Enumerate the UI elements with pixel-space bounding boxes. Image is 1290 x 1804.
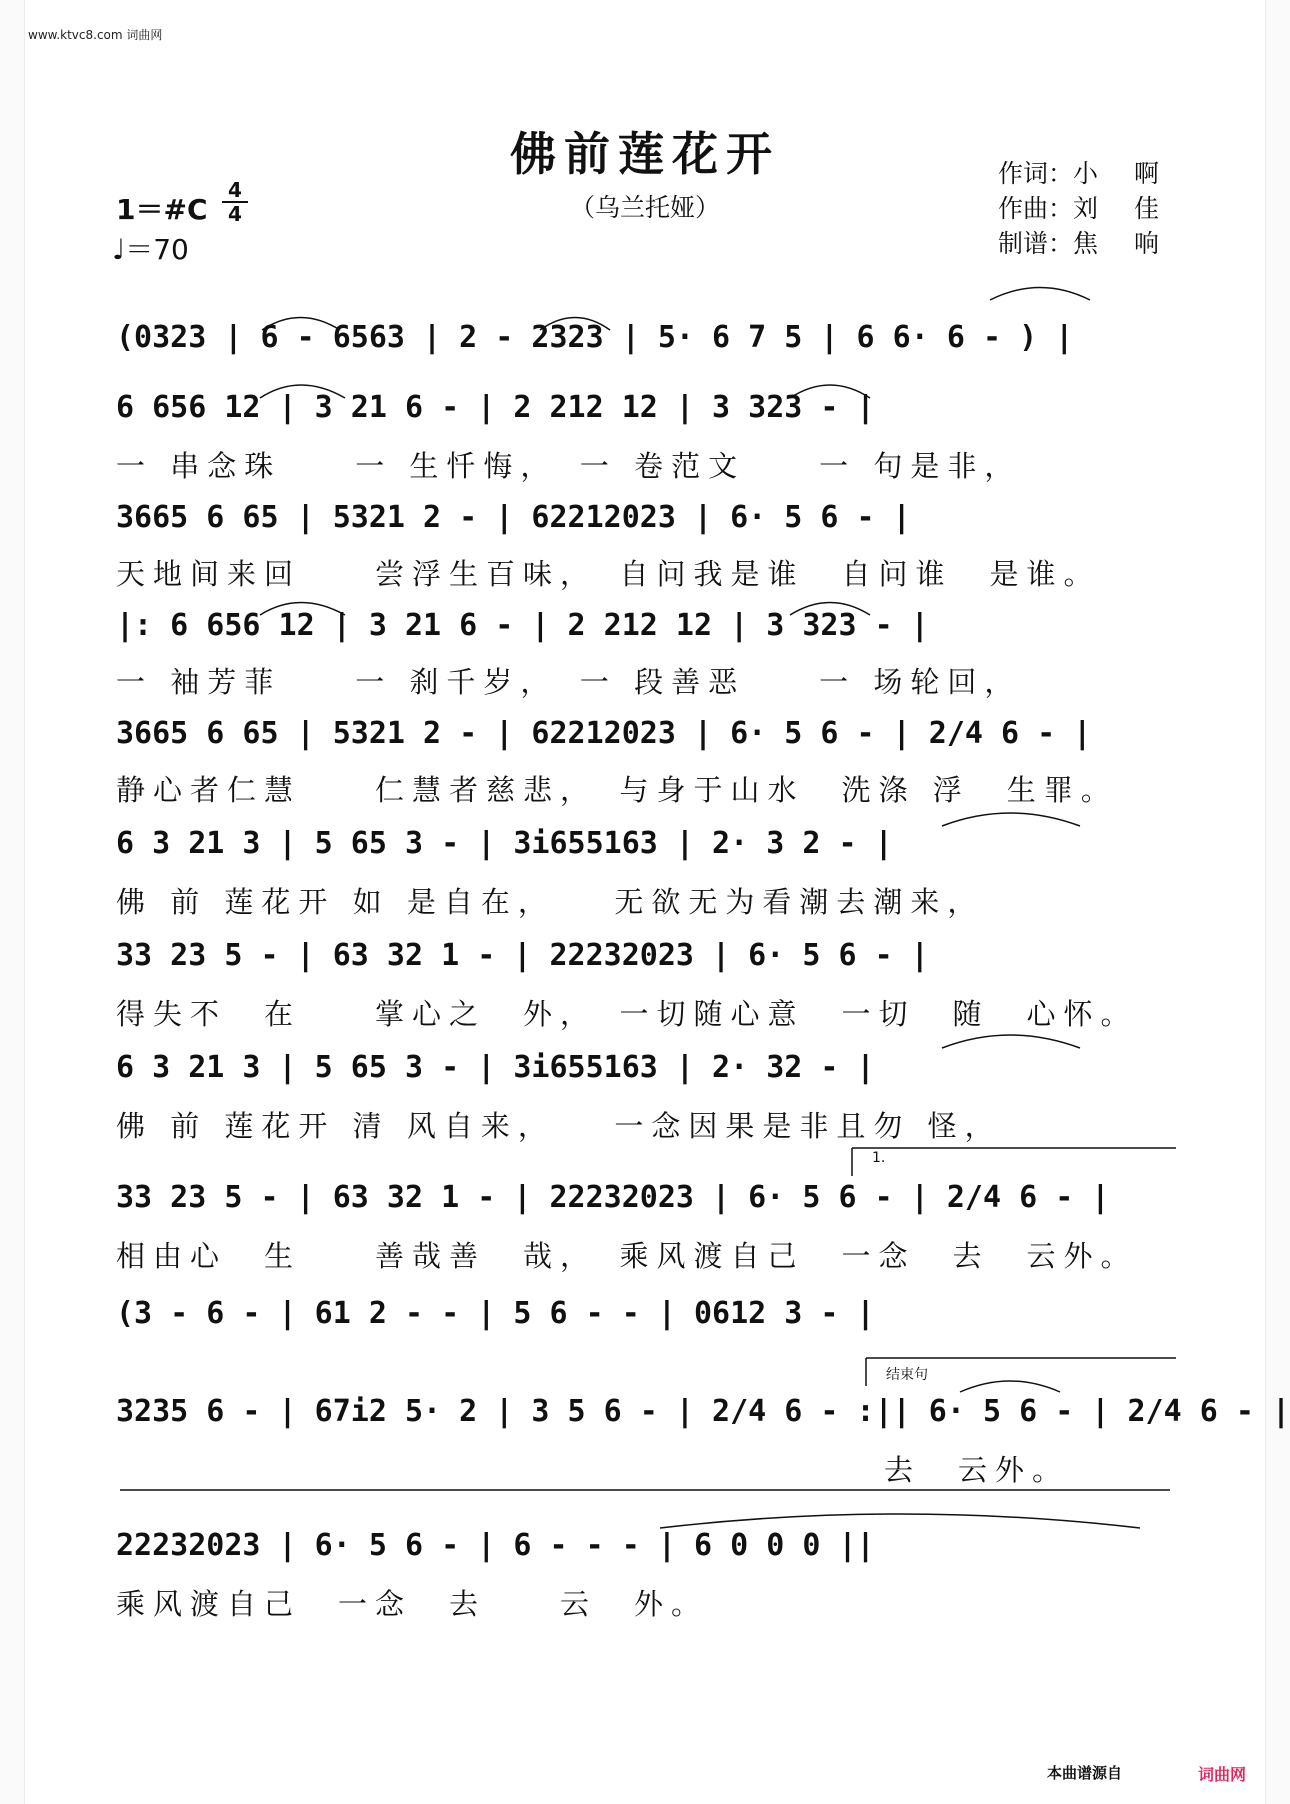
slur [660, 1514, 1140, 1528]
slur [790, 603, 870, 616]
slur [942, 1035, 1080, 1048]
score-line-11: 3235 6 - | 67i2 5· 2 | 3 5 6 - | 2/4 6 - :|| 6· 5 6 - | 2/4 6 - | [116, 1394, 1290, 1429]
score-line-7: 33 23 5 - | 63 32 1 - | 22232023 | 6· 5 6 - | [116, 938, 929, 973]
slur [790, 385, 870, 398]
slur [260, 385, 345, 398]
lyric-line-3: 天地间来回 尝浮生百味， 自问我是谁 自问谁 是谁。 [116, 557, 1101, 591]
score-line-4: |: 6 656 12 | 3 21 6 - | 2 212 12 | 3 323 - | [116, 608, 929, 643]
key-signature: 1＝#C [116, 193, 208, 226]
lyric-line-4: 一 袖芳菲 一 刹千岁， 一 段善恶 一 场轮回， [116, 665, 1022, 699]
time-signature-top: 4 [228, 178, 242, 202]
score-line-5: 3665 6 65 | 5321 2 - | 62212023 | 6· 5 6 - | 2/4 6 - | [116, 716, 1092, 751]
score-line-3: 3665 6 65 | 5321 2 - | 62212023 | 6· 5 6 - | [116, 500, 911, 535]
song-title: 佛前莲花开 [510, 127, 780, 181]
volta-1-marker: 1. [872, 1150, 886, 1166]
ending-marker: 结束句 [886, 1367, 928, 1383]
credit-value: 刘 佳 [1073, 194, 1173, 223]
slur [262, 318, 340, 331]
score-line-10: (3 - 6 - | 61 2 - - | 5 6 - - | 0612 3 - | [116, 1296, 875, 1331]
score-line-1: (0323 | 6 - 6563 | 2 - 2323 | 5· 6 7 5 | 6 6· 6 - ) | [116, 320, 1074, 355]
slur [540, 318, 610, 331]
lyric-line-2: 一 串念珠 一 生忏悔， 一 卷范文 一 句是非， [116, 449, 1022, 483]
lyric-line-8: 佛 前 莲花开 清 风自来， 一念因果是非且勿 怪， [116, 1109, 1002, 1143]
score-line-9: 33 23 5 - | 63 32 1 - | 22232023 | 6· 5 6 - | 2/4 6 - | [116, 1180, 1110, 1215]
score-line-12: 22232023 | 6· 5 6 - | 6 - - - | 6 0 0 0 || [116, 1528, 875, 1563]
footer-site-link[interactable]: 词曲网 [1198, 1765, 1247, 1784]
lyric-line-11: 去 云外。 [884, 1453, 1070, 1487]
tempo-marking: ♩＝70 [112, 233, 189, 266]
slur [260, 603, 345, 616]
site-url: www.ktvc8.com 词曲网 [28, 28, 163, 42]
lyric-line-12: 乘风渡自己 一念 去 云 外。 [116, 1587, 709, 1621]
footer-source: 本曲谱源自 [1047, 1764, 1123, 1782]
time-signature-bottom: 4 [228, 202, 242, 226]
lyric-line-9: 相由心 生 善哉善 哉， 乘风渡自己 一念 去 云外。 [116, 1239, 1138, 1273]
score-line-6: 6 3 21 3 | 5 65 3 - | 3i655163 | 2· 3 2 - | [116, 826, 893, 861]
credit-label: 作曲： [998, 194, 1074, 223]
credit-label: 制谱： [998, 229, 1074, 258]
lyric-line-7: 得失不 在 掌心之 外， 一切随心意 一切 随 心怀。 [116, 997, 1138, 1031]
credit-label: 作词： [998, 159, 1074, 188]
credit-value: 焦 响 [1073, 229, 1173, 258]
score-line-2: 6 656 12 | 3 21 6 - | 2 212 12 | 3 323 - | [116, 390, 875, 425]
slur [960, 1381, 1060, 1392]
lyric-line-6: 佛 前 莲花开 如 是自在， 无欲无为看潮去潮来， [116, 885, 985, 919]
credit-value: 小 啊 [1073, 159, 1173, 188]
slur [990, 288, 1090, 301]
lyric-line-5: 静心者仁慧 仁慧者慈悲， 与身于山水 洗涤 浮 生罪。 [116, 773, 1118, 807]
slur [942, 813, 1080, 826]
song-subtitle: （乌兰托娅） [569, 193, 720, 222]
score-line-8: 6 3 21 3 | 5 65 3 - | 3i655163 | 2· 32 - | [116, 1050, 875, 1085]
